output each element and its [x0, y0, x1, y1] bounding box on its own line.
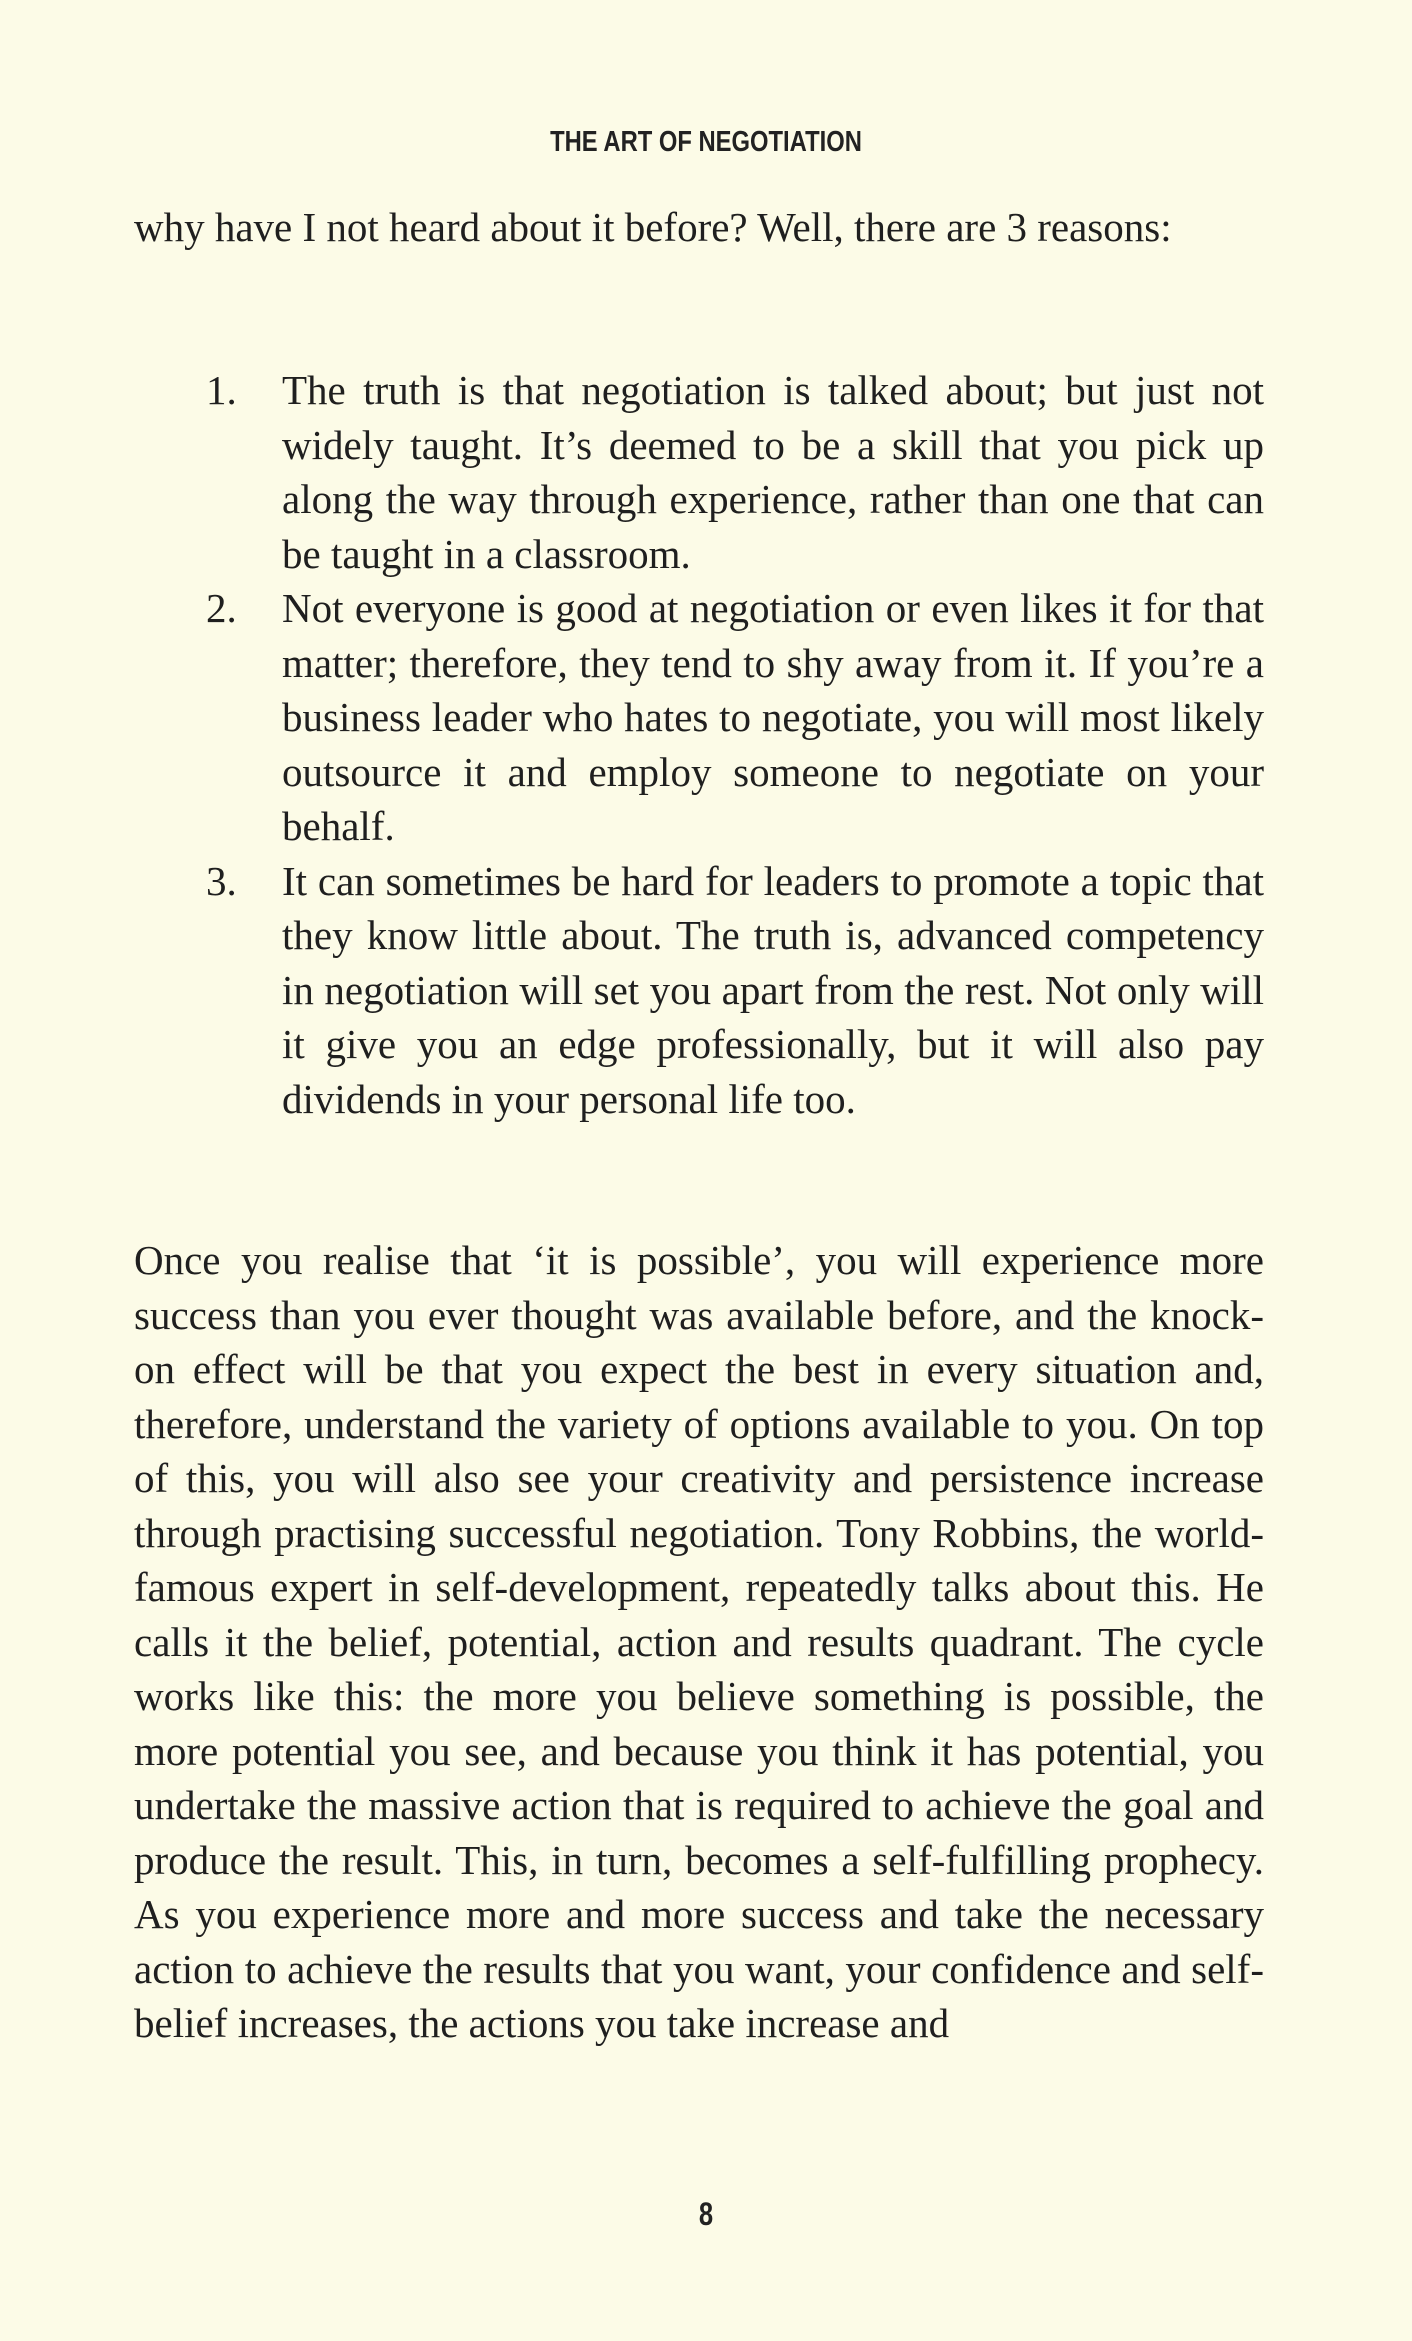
- page-number: 8: [698, 2196, 714, 2232]
- intro-paragraph: why have I not heard about it before? Well, there are 3 reasons:: [134, 204, 1172, 250]
- list-item-text: Not everyone is good at negotiation or even likes it for that matter; therefore, they tend to shy away from it. If you’re a business leader who hates to negotiate, you will most likely outsource it and employ someone to negotiate on your behalf.: [282, 585, 1264, 849]
- list-item-text: It can sometimes be hard for leaders to promote a topic that they know little about. The truth is, advanced competency in negotiation will set you apart from the rest. Not only will it give you an edge professionally, but it will also pay dividends in your personal life too.: [282, 857, 1264, 1122]
- list-item-number: 2.: [206, 585, 237, 631]
- running-header: THE ART OF NEGOTIATION: [550, 126, 862, 158]
- list-item: [134, 581, 1264, 854]
- list-item-text: The truth is that negotiation is talked about; but just not widely taught. It’s deemed to be a skill that you pick up along the way through experience, rather than one that can be taught in a classroom.: [282, 367, 1264, 577]
- list-item-number: 3.: [206, 857, 237, 904]
- reasons-list: [134, 363, 1264, 1126]
- list-item-number: 1.: [206, 367, 237, 413]
- list-item: [134, 363, 1264, 581]
- main-paragraph: Once you realise that ‘it is possible’, you will experience more success than you ever thought was available before, and the knock-on effect will be that you expect the best in every situation and, therefore, understand the variety of options available to you. On top of this, you will also see your creativity and persistence increase through practising successful negotiation. Tony Robbins, the world-famous expert in self-development, repeatedly talks about this. He calls it the belief, potential, action and results quadrant. The cycle works like this: the more you believe something is possible, the more potential you see, and because you think it has potential, you undertake the massive action that is required to achieve the goal and produce the result. This, in turn, becomes a self-fulfilling prophecy. As you experience more and more success and take the necessary action to achieve the results that you want, your confidence and self-belief increases, the actions you take increase and: [134, 1237, 1264, 2046]
- list-item: [134, 854, 1264, 1127]
